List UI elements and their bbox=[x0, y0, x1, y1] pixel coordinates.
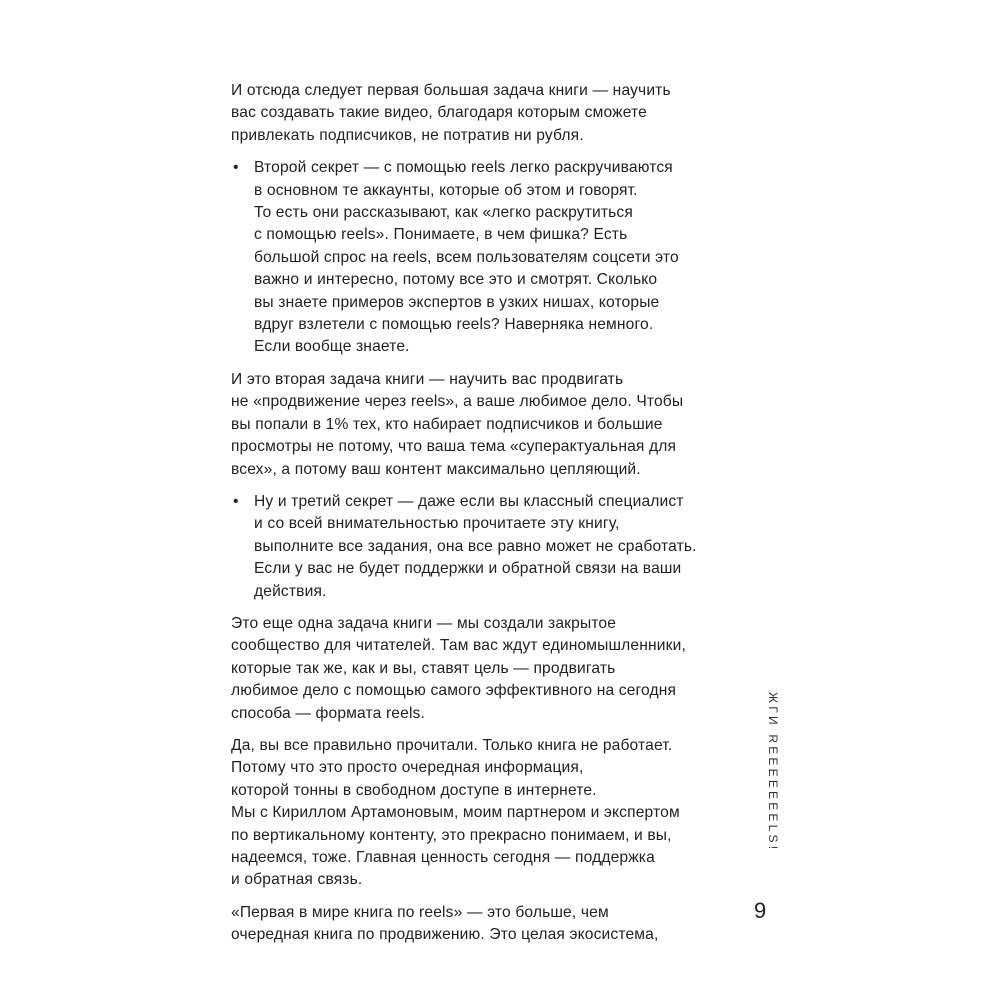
text-line: действия. bbox=[254, 582, 327, 600]
text-line: которые так же, как и вы, ставят цель — продвигать bbox=[231, 659, 616, 677]
text-line: не «продвижение через reels», а ваше любимое дело. Чтобы bbox=[231, 393, 684, 411]
text-line: вы знаете примеров экспертов в узких нишах, которые bbox=[254, 293, 660, 311]
text-line: всех», а потому ваш контент максимально цепляющий. bbox=[231, 460, 641, 478]
text-line: и со всей внимательностью прочитаете эту книгу, bbox=[254, 515, 620, 533]
text-line: которой тонны в свободном доступе в интернете. bbox=[231, 781, 597, 799]
text-line: по вертикальному контенту, это прекрасно понимаем, и вы, bbox=[231, 826, 672, 844]
bullet-item-2 bbox=[231, 491, 731, 603]
text-line: сообщество для читателей. Там вас ждут единомышленники, bbox=[231, 637, 686, 655]
text-line: привлекать подписчиков, не потратив ни рубля. bbox=[231, 126, 584, 144]
text-line: Ну и третий секрет — даже если вы классный специалист bbox=[254, 492, 684, 510]
text-line: Если вообще знаете. bbox=[254, 338, 410, 356]
text-line: важно и интересно, потому все это и смотрят. Сколько bbox=[254, 271, 658, 289]
paragraph-2 bbox=[231, 369, 731, 481]
text-line: Мы с Кириллом Артамоновым, моим партнером и экспертом bbox=[231, 804, 680, 822]
text-line: Да, вы все правильно прочитали. Только книга не работает. bbox=[231, 736, 673, 754]
paragraph-4 bbox=[231, 735, 731, 892]
text-line: И отсюда следует первая большая задача книги — научить bbox=[231, 82, 671, 99]
text-line: Если у вас не будет поддержки и обратной связи на ваши bbox=[254, 560, 682, 578]
text-line: способа — формата reels. bbox=[231, 704, 425, 722]
page-body bbox=[231, 80, 731, 957]
text-line: и обратная связь. bbox=[231, 871, 363, 889]
paragraph-5 bbox=[231, 902, 731, 947]
text-line: выполните все задания, она все равно может не сработать. bbox=[254, 537, 697, 555]
bullet-icon: • bbox=[233, 159, 239, 177]
text-line: большой спрос на reels, всем пользователям соцсети это bbox=[254, 248, 679, 266]
text-line: Второй секрет — с помощью reels легко раскручиваются bbox=[254, 159, 673, 177]
text-line: просмотры не потому, что ваша тема «суперактуальная для bbox=[231, 438, 677, 456]
text-line: Потому что это просто очередная информация, bbox=[231, 759, 584, 777]
page-number: 9 bbox=[754, 898, 767, 923]
text-line: надеемся, тоже. Главная ценность сегодня — поддержка bbox=[231, 849, 655, 866]
text-line: вы попали в 1% тех, кто набирает подписчиков и большие bbox=[231, 415, 663, 433]
text-line: любимое дело с помощью самого эффективного на сегодня bbox=[231, 682, 677, 700]
text-line: То есть они рассказывают, как «легко раскрутиться bbox=[254, 204, 633, 222]
text-line: вас создавать такие видео, благодаря которым сможете bbox=[231, 104, 647, 122]
text-line: И это вторая задача книги — научить вас продвигать bbox=[231, 370, 624, 388]
text-line: вдруг взлетели с помощью reels? Наверняка немного. bbox=[254, 316, 654, 334]
text-line: с помощью reels». Понимаете, в чем фишка? Есть bbox=[254, 226, 628, 244]
paragraph-1 bbox=[231, 80, 731, 147]
text-line: «Первая в мире книга по reels» — это больше, чем bbox=[231, 903, 609, 921]
paragraph-3 bbox=[231, 613, 731, 725]
bullet-icon: • bbox=[233, 492, 239, 510]
text-line: в основном те аккаунты, которые об этом и говорят. bbox=[254, 181, 638, 199]
running-head: ЖГИ REEEEEEELS! bbox=[766, 692, 780, 853]
text-line: очередная книга по продвижению. Это целая экосистема, bbox=[231, 926, 659, 944]
bullet-item-1 bbox=[231, 157, 731, 359]
text-line: Это еще одна задача книги — мы создали закрытое bbox=[231, 614, 617, 632]
